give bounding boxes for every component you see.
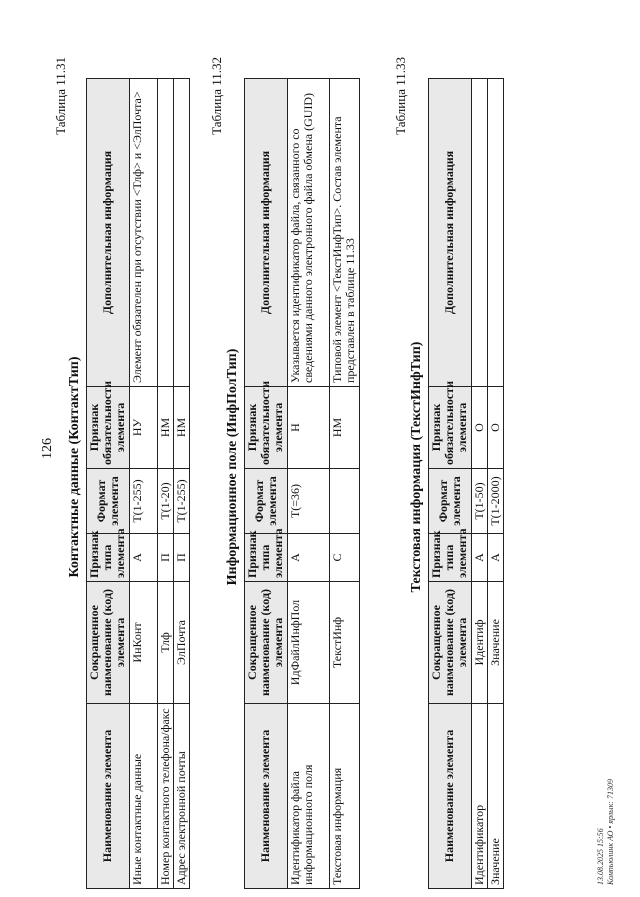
cell-info xyxy=(173,79,189,387)
cell-info: Типовой элемент <ТекстИнфТип>. Состав элемента представлен в таблице 11.33 xyxy=(329,79,359,387)
signature-stamp xyxy=(596,625,616,885)
cell-code: Тлф xyxy=(157,582,173,704)
cell-required: Н xyxy=(287,387,329,469)
table-row xyxy=(157,79,173,889)
header-info: Дополнительная информация xyxy=(429,79,472,387)
header-info: Дополнительная информация xyxy=(245,79,288,387)
header-code: Сокращенное наименование (код) элемента xyxy=(245,582,288,704)
cell-type: А xyxy=(471,534,487,582)
header-type: Признак типа элемента xyxy=(429,534,472,582)
header-format: Формат элемента xyxy=(87,469,130,534)
cell-name: Адрес электронной почты xyxy=(173,704,189,889)
header-required: Признак обязательности элемента xyxy=(429,387,472,469)
header-info: Дополнительная информация xyxy=(87,79,130,387)
cell-code: Значение xyxy=(487,582,503,704)
cell-info: Элемент обязателен при отсутствии <Тлф> и <ЭлПочта> xyxy=(129,79,157,387)
header-name: Наименование элемента xyxy=(87,704,130,889)
table-row xyxy=(329,79,359,889)
cell-type: С xyxy=(329,534,359,582)
stamp-signer: Компьюлинк АО • ярлык: 71309 xyxy=(606,779,615,885)
cell-format: Т(=36) xyxy=(287,469,329,534)
cell-required: О xyxy=(487,387,503,469)
table-header-row xyxy=(87,79,130,889)
cell-name: Значение xyxy=(487,704,503,889)
cell-required: НУ xyxy=(129,387,157,469)
table-header-row xyxy=(245,79,288,889)
table-row xyxy=(487,79,503,889)
header-code: Сокращенное наименование (код) элемента xyxy=(87,582,130,704)
header-required: Признак обязательности элемента xyxy=(245,387,288,469)
cell-type: А xyxy=(129,534,157,582)
header-required: Признак обязательности элемента xyxy=(87,387,130,469)
cell-name: Номер контактного телефона/факс xyxy=(157,704,173,889)
cell-type: П xyxy=(157,534,173,582)
cell-name: Текстовая информация xyxy=(329,704,359,889)
cell-required: НМ xyxy=(329,387,359,469)
cell-required: НМ xyxy=(157,387,173,469)
cell-code: Идентиф xyxy=(471,582,487,704)
cell-name: Идентификатор xyxy=(471,704,487,889)
table-title-11-31: Контактные данные (КонтактТип) xyxy=(67,356,82,578)
table-11-32 xyxy=(244,78,360,889)
cell-format: Т(1-255) xyxy=(173,469,189,534)
cell-type: А xyxy=(287,534,329,582)
cell-code: ЭлПочта xyxy=(173,582,189,704)
cell-required: О xyxy=(471,387,487,469)
cell-required: НМ xyxy=(173,387,189,469)
cell-info xyxy=(487,79,503,387)
cell-format: Т(1-50) xyxy=(471,469,487,534)
page-number: 126 xyxy=(40,438,55,459)
table-title-11-33: Текстовая информация (ТекстИнфТип) xyxy=(409,341,424,593)
header-type: Признак типа элемента xyxy=(87,534,130,582)
table-header-row xyxy=(429,79,472,889)
table-number-11-33: Таблица 11.33 xyxy=(393,57,408,135)
table-11-31 xyxy=(86,78,190,889)
stamp-date: 13.08.2025 15:56 xyxy=(596,828,605,885)
table-title-11-32: Информационное поле (ИнфПолТип) xyxy=(225,348,240,586)
cell-info xyxy=(157,79,173,387)
table-row xyxy=(287,79,329,889)
table-row xyxy=(471,79,487,889)
header-name: Наименование элемента xyxy=(245,704,288,889)
header-format: Формат элемента xyxy=(245,469,288,534)
table-row xyxy=(173,79,189,889)
cell-format xyxy=(329,469,359,534)
header-format: Формат элемента xyxy=(429,469,472,534)
table-11-33 xyxy=(428,78,504,889)
cell-format: Т(1-20) xyxy=(157,469,173,534)
cell-info xyxy=(471,79,487,387)
cell-format: Т(1-2000) xyxy=(487,469,503,534)
cell-code: ТекстИнф xyxy=(329,582,359,704)
header-type: Признак типа элемента xyxy=(245,534,288,582)
cell-code: ИнКонт xyxy=(129,582,157,704)
cell-format: Т(1-255) xyxy=(129,469,157,534)
header-name: Наименование элемента xyxy=(429,704,472,889)
table-number-11-32: Таблица 11.32 xyxy=(209,57,224,135)
cell-type: А xyxy=(487,534,503,582)
cell-type: П xyxy=(173,534,189,582)
cell-name: Идентификатор файла информационного поля xyxy=(287,704,329,889)
table-number-11-31: Таблица 11.31 xyxy=(53,57,68,135)
cell-name: Иные контактные данные xyxy=(129,704,157,889)
table-row xyxy=(129,79,157,889)
cell-info: Указывается идентификатор файла, связанного со сведениями данного электронного файла обмена (GUID) xyxy=(287,79,329,387)
cell-code: ИдФайлИнфПол xyxy=(287,582,329,704)
header-code: Сокращенное наименование (код) элемента xyxy=(429,582,472,704)
